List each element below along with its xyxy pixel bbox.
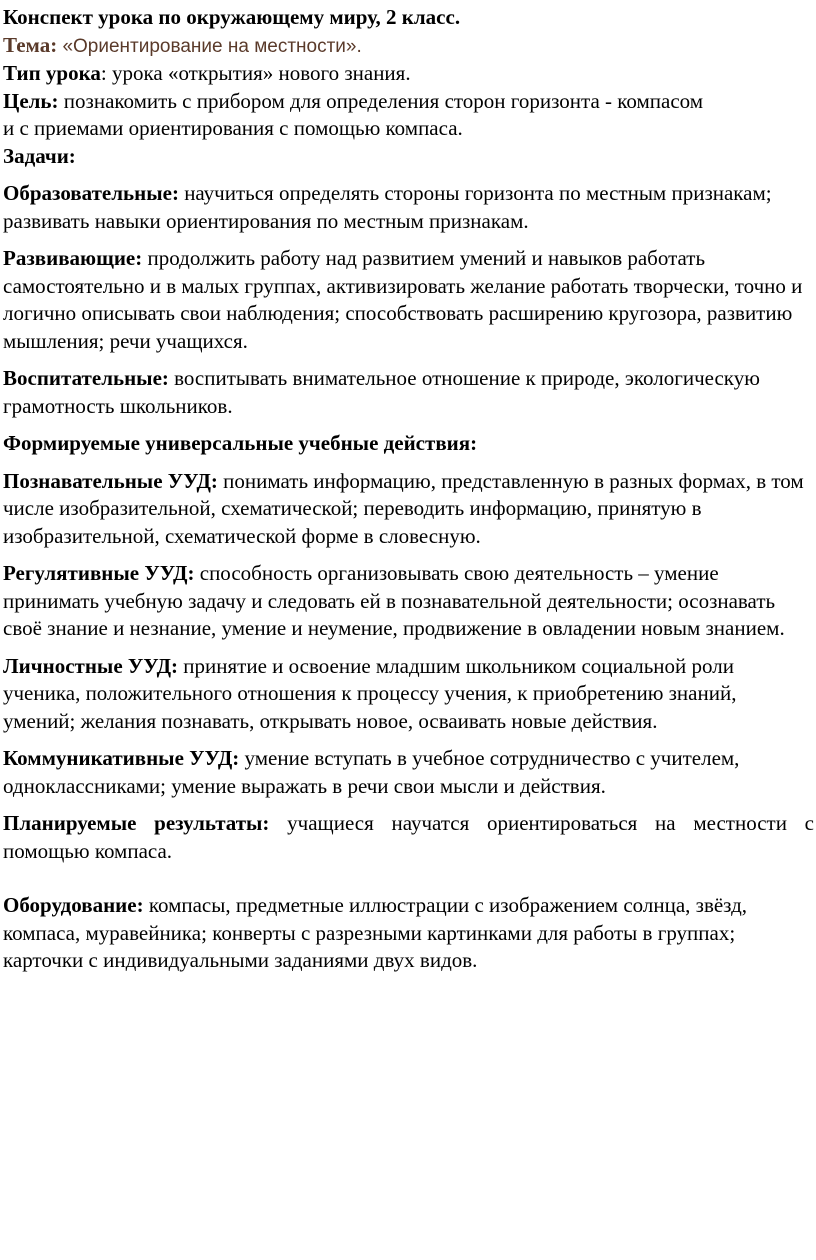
goal-line-2 [3, 115, 814, 143]
uud-regulatory-text: способность организовывать свою деятельность – умение принимать учебную задачу и следовать ей в познавательной деятельности; осознавать своё знание и незнание, умение и неумение, продвижение в овладении новым знанием. [3, 561, 785, 640]
lesson-type-value: : урока «открытия» нового знания. [100, 61, 411, 85]
planned-results-text: учащиеся научатся ориентироваться на местности с помощью компаса. [3, 811, 814, 863]
uud-personal-label: Личностные УУД: [3, 653, 179, 678]
task-developing-text: продолжить работу над развитием умений и навыков работать самостоятельно и в малых группах, активизировать желание работать творчески, точно и логично описывать свои наблюдения; способствовать расширению кругозора, развитию мышления; речи учащихся. [3, 246, 803, 353]
uud-personal-text: принятие и освоение младшим школьником социальной роли ученика, положительного отношения к процессу учения, к приобретению знаний, умений; желания познавать, открывать новое, осваивать новые действия. [3, 653, 737, 733]
task-upbringing-text: воспитывать внимательное отношение к природе, экологическую грамотность школьников. [3, 366, 760, 418]
theme-line [3, 32, 814, 61]
uud-cognitive [3, 468, 814, 551]
goal-label: Цель: [3, 88, 59, 113]
equipment-label: Оборудование: [3, 893, 144, 917]
task-educational-label: Образовательные: [3, 181, 179, 205]
planned-results-label: Планируемые результаты: [3, 811, 270, 835]
lesson-type-line [3, 60, 814, 88]
task-educational-text: научиться определять стороны горизонта по местным признакам; развивать навыки ориентирования по местным признакам. [3, 181, 772, 233]
task-educational [3, 180, 814, 235]
task-upbringing-label: Воспитательные: [3, 366, 169, 390]
lesson-type-label: Тип урока [3, 61, 101, 85]
blank-line [3, 865, 814, 892]
uud-personal [3, 653, 814, 736]
goal-line [3, 88, 814, 116]
uud-cognitive-label: Познавательные УУД: [3, 468, 218, 493]
theme-value: «Ориентирование на местности». [62, 35, 362, 57]
tasks-heading: Задачи: [3, 143, 76, 168]
uud-heading: Формируемые универсальные учебные действия: [3, 431, 478, 455]
task-developing-label: Развивающие: [3, 246, 143, 270]
uud-communicative [3, 745, 814, 800]
task-upbringing [3, 365, 814, 420]
equipment-text: компасы, предметные иллюстрации с изображением солнца, звёзд, компаса, муравейника; конверты с разрезными картинками для работы в группах; карточки с индивидуальными заданиями двух видов. [3, 893, 748, 972]
uud-regulatory-label: Регулятивные УУД: [3, 561, 195, 585]
lesson-title: Конспект урока по окружающему миру, 2 класс. [3, 5, 461, 29]
equipment [3, 892, 814, 975]
goal-value-line2: и с приемами ориентирования с помощью компаса. [3, 116, 463, 140]
theme-label: Тема: [3, 32, 58, 57]
uud-cognitive-text: понимать информацию, представленную в разных формах, в том числе изобразительной, схематической; переводить информацию, принятую в изобразительной, схематической форме в словесную. [3, 468, 804, 548]
task-developing [3, 245, 814, 355]
uud-regulatory [3, 560, 814, 643]
uud-communicative-label: Коммуникативные УУД: [3, 746, 240, 770]
planned-results [3, 810, 814, 865]
uud-communicative-text: умение вступать в учебное сотрудничество с учителем, одноклассниками; умение выражать в речи свои мысли и действия. [3, 746, 740, 798]
goal-value-line1: познакомить с прибором для определения сторон горизонта - компасом [58, 88, 704, 113]
